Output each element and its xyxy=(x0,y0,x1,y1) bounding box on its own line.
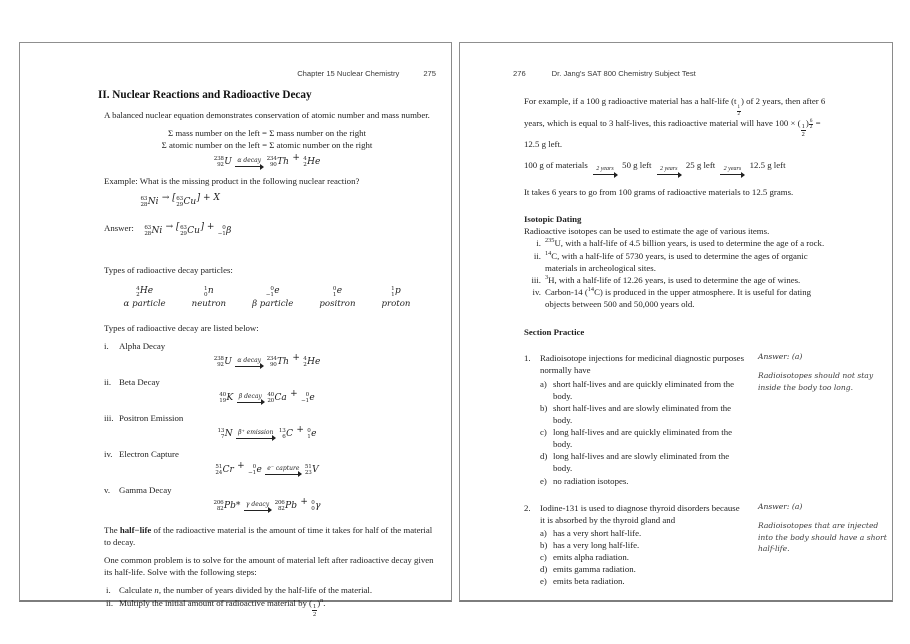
option-text: has a very short half-life. xyxy=(553,527,642,538)
neutron-symbol: 1 0 n xyxy=(204,285,214,298)
answer-value: Answer: (a) xyxy=(758,352,803,362)
step-1 xyxy=(106,584,436,596)
step-2 xyxy=(106,597,436,618)
particle-proton xyxy=(382,283,411,309)
decay-numeral: i. xyxy=(104,340,109,351)
step-text: Calculate n, the number of years divided by the half-life of the material. xyxy=(119,585,373,596)
option-letter: a) xyxy=(540,378,547,389)
dating-text: $^{235}$U, with a half-life of 4.5 billion years, is used to determine the age of a rock. xyxy=(545,237,825,249)
question-2-answer xyxy=(758,502,888,588)
common-problem-paragraph: One common problem is to solve for the amount of material left after radioactive decay given its half-life. Solve with the following steps: xyxy=(104,555,434,578)
decay-title: Beta Decay xyxy=(119,376,160,387)
example-prompt: Example: What is the missing product in the following nuclear reaction? xyxy=(104,176,360,187)
question-number: 1. xyxy=(524,353,531,364)
neutron-label: neutron xyxy=(191,298,227,309)
decay-title: Gamma Decay xyxy=(119,484,172,495)
alpha-decay-equation: 238 92 U α decay 234 90 Th + 4 2 He xyxy=(213,153,321,169)
isotopic-intro: Radioactive isotopes can be used to estimate the age of various items. xyxy=(524,226,770,237)
option-letter: c) xyxy=(540,427,547,438)
decay-title: Positron Emission xyxy=(119,412,184,423)
dating-text: $^{14}$C, with a half-life of 5730 years, is used to determine the ages of organic materials in archeological sites. xyxy=(545,249,808,273)
dating-item-uranium xyxy=(524,237,827,249)
decay-item-electron-capture xyxy=(104,448,436,477)
question-head xyxy=(524,502,746,526)
decay-item-gamma xyxy=(104,484,436,513)
option-d xyxy=(540,450,746,474)
option-text: has a very long half-life. xyxy=(553,540,640,551)
option-letter: a) xyxy=(540,527,547,538)
option-c xyxy=(540,426,746,450)
option-text: emits alpha radiation. xyxy=(553,552,629,563)
option-letter: b) xyxy=(540,540,548,551)
example-equation: 63 28 Ni → [ 63 29 Cu ] + X xyxy=(140,193,220,209)
option-a xyxy=(540,378,746,402)
right-page-number: 276 xyxy=(513,69,526,78)
dating-text: $^3$H, with a half-life of 12.26 years, is used to determine the age of wines. xyxy=(545,273,801,285)
option-letter: e) xyxy=(540,475,547,486)
left-header-text: Chapter 15 Nuclear Chemistry xyxy=(297,69,400,78)
option-letter: b) xyxy=(540,402,548,413)
positron-symbol: 0 1 e xyxy=(332,285,343,298)
atomic-number-rule: Σ atomic number on the left = Σ atomic number on the right xyxy=(161,140,373,151)
decay-name-row xyxy=(104,484,436,496)
particles-row xyxy=(98,283,436,309)
dating-item-tritium xyxy=(524,274,827,286)
option-c xyxy=(540,551,746,563)
alpha-label: α particle xyxy=(123,298,166,309)
answer-value: Answer: (a) xyxy=(758,501,803,511)
option-letter: c) xyxy=(540,552,547,563)
question-1 xyxy=(524,352,880,486)
halflife-definition: The half−life of the radioactive material is the amount of time it takes for half of the material to decay. xyxy=(104,524,433,548)
question-text: Radioisotope injections for medicinal diagnostic purposes normally have xyxy=(540,353,744,376)
dating-item-carbon14 xyxy=(524,286,827,310)
option-b xyxy=(540,539,746,551)
option-b xyxy=(540,402,746,426)
proton-symbol: 1 1 p xyxy=(391,285,401,298)
left-running-header xyxy=(98,69,436,78)
option-d xyxy=(540,563,746,575)
option-text: long half-lives and are quickly eliminated from the body. xyxy=(553,427,733,450)
particle-alpha xyxy=(124,283,166,309)
page-left-content xyxy=(20,43,451,618)
decay-name-row xyxy=(104,340,436,352)
option-a xyxy=(540,527,746,539)
example-paragraph: For example, if a 100 g radioactive material has a half-life (t $\frac{1}{2}$ ) of 2 years, then after 6 years, which is equal to 3 half-lives, this radioactive material will have 100 × ( $\frac{1}{2}$ ) $\frac{6}{2}$ = 12.5 g left. xyxy=(524,96,826,150)
proton-label: proton xyxy=(381,298,411,309)
decay-item-positron xyxy=(104,412,436,441)
decay-equation-beta: 40 19 K β decay 40 20 Ca + 0 −1 e xyxy=(219,388,315,404)
decay-equation-electron-capture: 51 24 Cr + 0 −1 e e⁻ capture 51 23 V xyxy=(215,461,319,477)
answer-explanation: Radioisotopes that are injected into the body should have a short half-life. xyxy=(758,520,887,554)
alpha-symbol: 4 2 He xyxy=(136,285,154,298)
decay-name-row xyxy=(104,448,436,460)
option-text: emits gamma radiation. xyxy=(553,564,636,575)
option-e xyxy=(540,575,746,587)
question-text: Iodine-131 is used to diagnose thyroid disorders because it is absorbed by the thyroid gland and xyxy=(540,502,740,525)
particle-neutron xyxy=(192,283,226,309)
decay-equation-alpha: 238 92 U α decay 234 90 Th + 4 2 He xyxy=(213,352,321,368)
step-numeral: ii. xyxy=(106,597,114,608)
option-text: short half-lives and are quickly eliminated from the body. xyxy=(553,378,735,401)
left-page-number: 275 xyxy=(423,69,436,78)
option-letter: d) xyxy=(540,564,548,575)
page-left xyxy=(19,42,452,618)
right-main-column xyxy=(524,95,827,338)
six-years-line: It takes 6 years to go from 100 grams of radioactive materials to 12.5 grams. xyxy=(524,187,794,198)
right-running-header xyxy=(513,69,880,78)
answer-explanation: Radioisotopes should not stay inside the body too long. xyxy=(758,371,874,393)
particle-positron xyxy=(319,283,355,309)
decay-numeral: ii. xyxy=(104,376,112,387)
question-head xyxy=(524,352,746,376)
decay-title: Electron Capture xyxy=(119,448,179,459)
option-letter: d) xyxy=(540,451,548,462)
dating-numeral: i. xyxy=(536,238,541,249)
dating-numeral: iv. xyxy=(532,286,541,297)
option-text: short half-lives and are slowly eliminated from the body. xyxy=(553,402,732,425)
positron-label: positron xyxy=(319,298,356,309)
page-right xyxy=(459,42,893,602)
intro-paragraph: A balanced nuclear equation demonstrates conservation of atomic number and mass number. xyxy=(104,110,430,120)
option-e xyxy=(540,475,746,487)
particles-heading: Types of radioactive decay particles: xyxy=(104,264,233,275)
section-practice-heading: Section Practice xyxy=(524,327,585,338)
question-2 xyxy=(524,501,887,588)
question-2-main xyxy=(524,502,746,588)
option-letter: e) xyxy=(540,576,547,587)
question-number: 2. xyxy=(524,502,531,513)
decay-numeral: iv. xyxy=(104,448,113,459)
answer-row xyxy=(104,222,436,237)
decay-numeral: v. xyxy=(104,484,111,495)
dating-text: Carbon-14 ($^{14}$C) is produced in the upper atmosphere. It is useful for dating objects between 500 and 50,000 years old. xyxy=(545,286,811,310)
mass-number-rule: Σ mass number on the left = Σ mass number on the right xyxy=(168,128,366,139)
option-text: long half-lives and are slowly eliminated from the body. xyxy=(553,451,730,474)
option-text: no radiation isotopes. xyxy=(553,475,629,486)
decay-equation-gamma: 206 82 Pb* γ deacy 206 82 Pb + 0 0 γ xyxy=(213,497,321,513)
decay-item-beta xyxy=(104,376,436,405)
beta-label: β particle xyxy=(252,298,294,309)
halflife-chain-line: 100 g of materials 2 years 50 g left 2 years 25 g left 2 years 12.5 g left xyxy=(524,159,827,177)
decay-numeral: iii. xyxy=(104,412,114,423)
decay-name-row xyxy=(104,376,436,388)
answer-equation: 63 28 Ni → [ 63 29 Cu ] + 0 −1 β xyxy=(144,222,232,238)
dating-item-carbon xyxy=(524,250,827,274)
decay-equation-positron: 13 7 N β⁺ emission 13 6 C + 0 1 e xyxy=(217,424,317,441)
answer-label: Answer: xyxy=(104,223,134,234)
option-text: emits beta radiation. xyxy=(553,576,625,587)
section-heading: II. Nuclear Reactions and Radioactive Decay xyxy=(98,89,312,101)
right-header-text: Dr. Jang's SAT 800 Chemistry Subject Test xyxy=(551,69,696,78)
question-1-answer xyxy=(758,352,888,486)
dating-numeral: ii. xyxy=(533,250,541,261)
decay-name-row xyxy=(104,412,436,424)
dating-numeral: iii. xyxy=(531,274,541,285)
step-text: Multiply the initial amount of radioactive material by ( $\frac{1}{2}$ )$^n$. xyxy=(119,596,326,618)
decay-list-heading: Types of radioactive decay are listed below: xyxy=(104,322,259,333)
question-1-main xyxy=(524,352,746,486)
step-numeral: i. xyxy=(106,585,111,596)
beta-symbol: 0 −1 e xyxy=(265,285,280,298)
page-right-content xyxy=(460,43,892,588)
decay-title: Alpha Decay xyxy=(119,340,166,351)
particle-beta xyxy=(252,283,293,309)
decay-item-alpha xyxy=(104,340,436,369)
isotopic-dating-heading: Isotopic Dating xyxy=(524,214,582,225)
